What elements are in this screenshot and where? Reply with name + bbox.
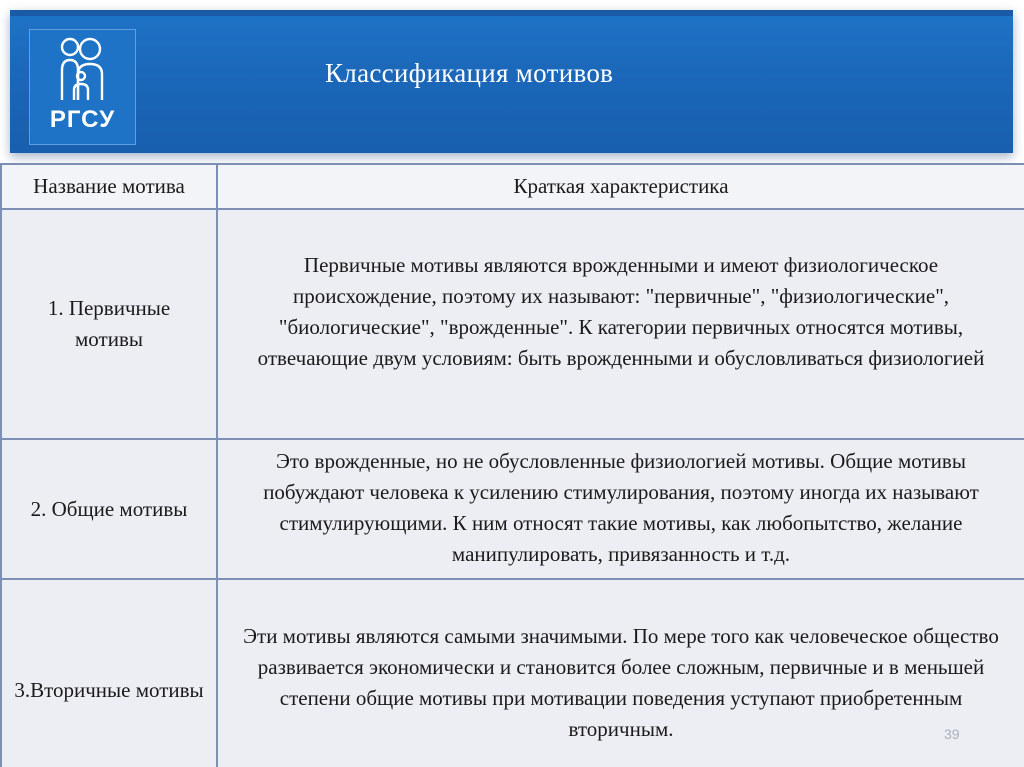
motive-name: 2. Общие мотивы [1, 439, 217, 579]
motives-table [0, 163, 1024, 767]
logo-text: РГСУ [49, 106, 116, 133]
header-banner [10, 10, 1013, 153]
page-number: 39 [944, 726, 960, 742]
table-row [1, 209, 1024, 439]
logo [29, 29, 136, 145]
motive-description: Эти мотивы являются самыми значимыми. По мере того как человеческое общество развивается экономически и становится более сложным, первичные и в меньшей степени общие мотивы при мотивации поведения уступают приобретенным вторичным. [217, 579, 1024, 767]
motive-name: 1. Первичные мотивы [1, 209, 217, 439]
column-header-description: Краткая характеристика [217, 164, 1024, 209]
table-row [1, 439, 1024, 579]
table-header-row [1, 164, 1024, 209]
motive-description: Первичные мотивы являются врожденными и имеют физиологическое происхождение, поэтому их называют: "первичные", "физиологические", "биологические", "врожденные". К категории первичных относятся мотивы, отвечающие двум условиям: быть врожденными и обусловливаться физиологией [217, 209, 1024, 439]
slide-title: Классификация мотивов [325, 58, 614, 88]
people-figures-icon [54, 36, 108, 102]
motive-name: 3.Вторичные мотивы [1, 579, 217, 767]
column-header-name: Название мотива [1, 164, 217, 209]
motive-description: Это врожденные, но не обусловленные физиологией мотивы. Общие мотивы побуждают человека к усилению стимулирования, поэтому иногда их называют стимулирующими. К ним относят такие мотивы, как любопытство, желание манипулировать, привязанность и т.д. [217, 439, 1024, 579]
table-row [1, 579, 1024, 767]
